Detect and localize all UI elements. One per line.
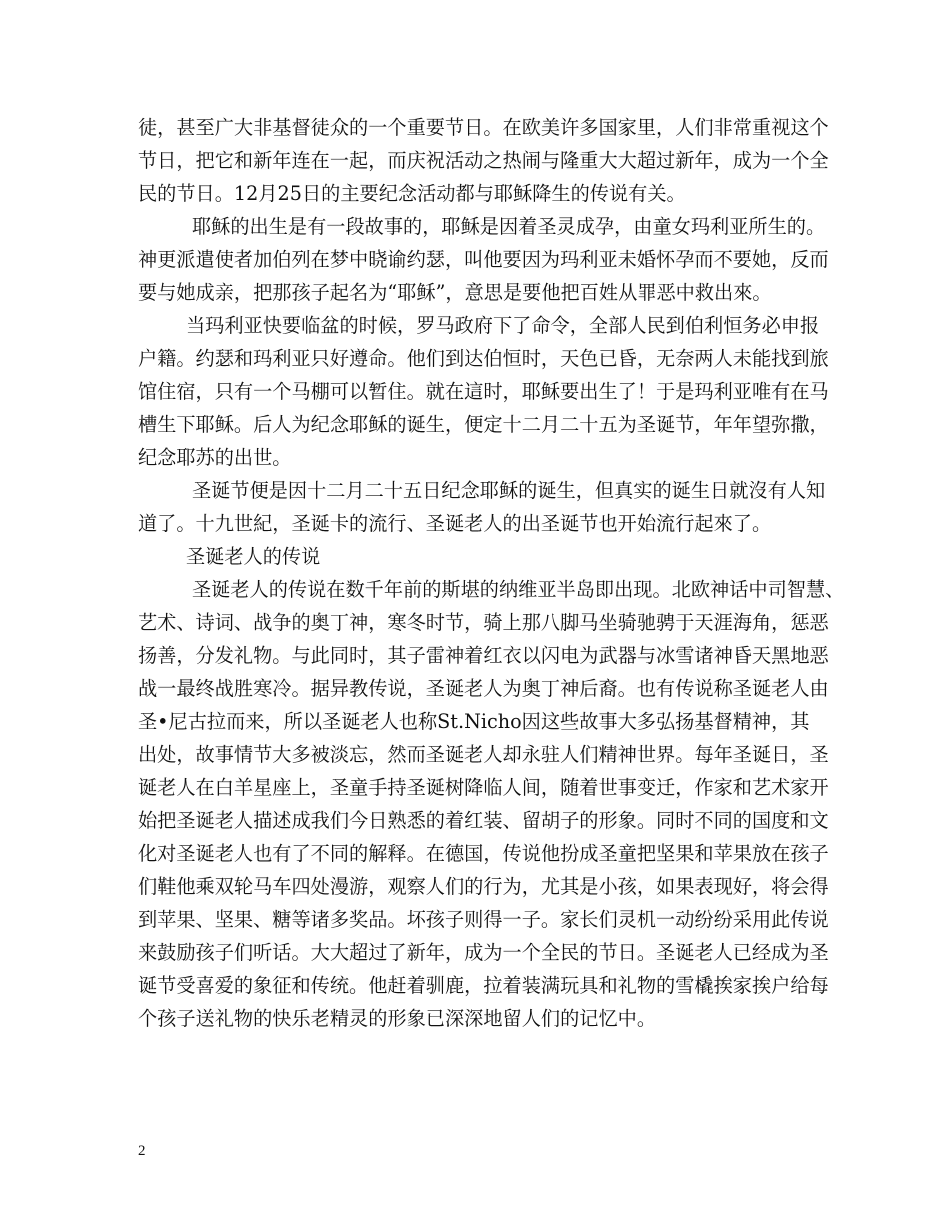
page-number: 2 <box>138 1143 146 1159</box>
text-line: 圣诞老人的传说在数千年前的斯堪的纳维亚半岛即出现。北欧神话中司智慧、 <box>192 578 845 601</box>
text-line: 始把圣诞老人描述成我们今日熟悉的着红装、留胡子的形象。同时不同的国度和文 <box>138 809 829 832</box>
document-body <box>138 111 845 1035</box>
text-line: 扬善，分发礼物。与此同时，其子雷神着红衣以闪电为武器与冰雪诸神昏天黑地恶 <box>138 644 829 667</box>
text-line: 圣•尼古拉而来，所以圣诞老人也称St.Nicho因这些故事大多弘扬基督精神，其 <box>138 710 810 733</box>
text-line: 民的节日。12月25日的主要纪念活动都与耶稣降生的传说有关。 <box>138 182 686 205</box>
text-line: 化对圣诞老人也有了不同的解释。在德国，传说他扮成圣童把坚果和苹果放在孩子 <box>138 842 829 865</box>
text-line: 户籍。约瑟和玛利亚只好遵命。他们到达伯恒时，天色已昏，无奈两人未能找到旅 <box>138 347 829 370</box>
paragraph-intro <box>138 111 829 210</box>
paragraph-christmas-origin <box>138 474 826 540</box>
text-line: 出处，故事情节大多被淡忘，然而圣诞老人却永驻人们精神世界。每年圣诞日，圣 <box>138 743 829 766</box>
paragraph-santa-legend <box>138 573 845 1035</box>
text-line: 来鼓励孩子们听话。大大超过了新年，成为一个全民的节日。圣诞老人已经成为圣 <box>138 941 829 964</box>
text-line: 馆住宿，只有一个马棚可以暂住。就在這时，耶稣要出生了！于是玛利亚唯有在马 <box>138 380 829 403</box>
text-line: 到苹果、坚果、糖等诸多奖品。坏孩子则得一子。家长们灵机一动纷纷采用此传说 <box>138 908 829 931</box>
text-line: 艺术、诗词、战争的奥丁神，寒冬时节，骑上那八脚马坐骑驰骋于天涯海角，惩恶 <box>138 611 829 634</box>
paragraph-bethlehem <box>138 309 829 474</box>
text-line: 们鞋他乘双轮马车四处漫游，观察人们的行为，尤其是小孩，如果表现好，将会得 <box>138 875 829 898</box>
text-line: 诞老人在白羊星座上，圣童手持圣诞树降临人间，随着世事变迁，作家和艺术家开 <box>138 776 829 799</box>
text-line: 战一最终战胜寒冷。据异教传说，圣诞老人为奥丁神后裔。也有传说称圣诞老人由 <box>138 677 829 700</box>
text-line: 个孩子送礼物的快乐老精灵的形象已深深地留人们的记忆中。 <box>138 1007 657 1030</box>
text-line: 纪念耶苏的出世。 <box>138 446 292 469</box>
text-line: 节日，把它和新年连在一起，而庆祝活动之热闹与隆重大大超过新年，成为一个全 <box>138 149 829 172</box>
text-line: 神更派遣使者加伯列在梦中晓谕约瑟，叫他要因为玛利亚未婚怀孕而不要她，反而 <box>138 248 829 271</box>
text-line: 圣诞节便是因十二月二十五日纪念耶稣的诞生，但真实的诞生日就沒有人知 <box>192 479 826 502</box>
text-line: 当玛利亚快要临盆的时候，罗马政府下了命令，全部人民到伯利恒务必申报 <box>186 314 820 337</box>
text-line: 槽生下耶稣。后人为纪念耶稣的诞生，便定十二月二十五为圣诞节，年年望弥撒， <box>138 413 829 436</box>
text-line: 道了。十九世紀，圣诞卡的流行、圣诞老人的出圣诞节也开始流行起來了。 <box>138 512 772 535</box>
text-line: 诞节受喜爱的象征和传统。他赶着驯鹿，拉着装满玩具和礼物的雪橇挨家挨户给每 <box>138 974 829 997</box>
section-heading: 圣诞老人的传说 <box>186 545 321 568</box>
text-line: 徒，甚至广大非基督徒众的一个重要节日。在欧美许多国家里，人们非常重视这个 <box>138 116 829 139</box>
text-line: 耶稣的出生是有一段故事的，耶稣是因着圣灵成孕，由童女玛利亚所生的。 <box>192 215 826 238</box>
paragraph-birth-story <box>138 210 829 309</box>
text-line: 要与她成亲，把那孩子起名为“耶稣”，意思是要他把百姓从罪恶中救出來。 <box>138 281 772 304</box>
